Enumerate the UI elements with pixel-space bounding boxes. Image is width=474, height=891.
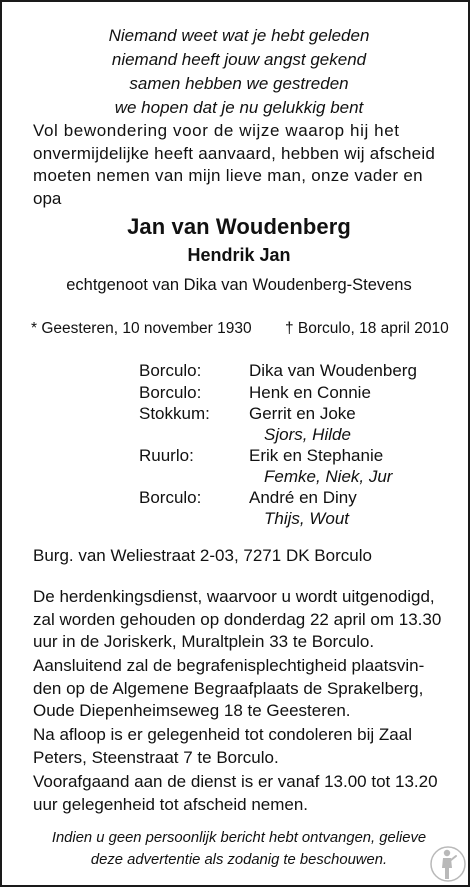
- intro-line: Vol bewondering voor de wijze waarop hij het: [33, 121, 400, 140]
- poem-line: samen hebben we gestreden: [129, 74, 349, 93]
- farewell-paragraph: [33, 771, 451, 816]
- family-place: Stokkum:: [139, 404, 210, 423]
- family-list: [2, 359, 474, 539]
- condolence-paragraph: [33, 724, 451, 769]
- footer-line: Indien u geen persoonlijk bericht hebt ontvangen, gelieve: [51, 830, 427, 846]
- intro-paragraph: [33, 120, 451, 210]
- address: Burg. van Weliestraat 2-03, 7271 DK Borculo: [33, 546, 372, 565]
- poem-line: Niemand weet wat je hebt geleden: [108, 26, 370, 45]
- condolence-line: Peters, Steenstraat 7 te Borculo.: [33, 747, 279, 767]
- family-name: Henk en Connie: [249, 383, 371, 402]
- burial-paragraph: [33, 655, 451, 723]
- memorial-figure-icon: [430, 846, 466, 882]
- service-line: uur in de Joriskerk, Muraltplein 33 te Borculo.: [33, 632, 375, 651]
- family-name: Erik en Stephanie: [249, 446, 384, 465]
- poem: [2, 24, 474, 120]
- burial-line: Aansluitend zal de begrafenisplechtigheid plaatsvin-: [33, 656, 425, 675]
- footer-line: deze advertentie als zodanig te beschouwen.: [90, 851, 388, 868]
- family-place: Borculo:: [139, 361, 202, 380]
- burial-line: Oude Diepenheimseweg 18 te Geesteren.: [33, 701, 351, 720]
- family-name: André en Diny: [249, 488, 357, 507]
- service-line: De herdenkingsdienst, waarvoor u wordt uitgenodigd,: [33, 587, 435, 606]
- poem-line: we hopen dat je nu gelukkig bent: [114, 98, 364, 117]
- intro-line: moeten nemen van mijn lieve man, onze vader en: [33, 166, 423, 185]
- service-line: zal worden gehouden op donderdag 22 april om 13.30: [33, 609, 442, 629]
- poem-line: niemand heeft jouw angst gekend: [111, 50, 367, 69]
- burial-line: den op de Algemene Begraafplaats de Sprakelberg,: [33, 678, 424, 698]
- death-date: † Borculo, 18 april 2010: [285, 320, 449, 337]
- deceased-given-name: Hendrik Jan: [187, 245, 291, 265]
- intro-line: onvermijdelijke heeft aanvaard, hebben wij afscheid: [33, 143, 436, 163]
- family-place: Borculo:: [139, 383, 202, 402]
- spouse-line: echtgenoot van Dika van Woudenberg-Stevens: [66, 276, 412, 294]
- family-place: Ruurlo:: [139, 446, 194, 465]
- birth-date: * Geesteren, 10 november 1930: [31, 320, 252, 337]
- deceased-name: Jan van Woudenberg: [127, 214, 351, 239]
- condolence-line: Na afloop is er gelegenheid tot condoleren bij Zaal: [33, 725, 412, 744]
- service-paragraph: [33, 586, 451, 654]
- family-children: Sjors, Hilde: [264, 425, 351, 444]
- farewell-line: uur gelegenheid tot afscheid nemen.: [33, 794, 309, 814]
- footer-note: [2, 828, 474, 871]
- farewell-line: Voorafgaand aan de dienst is er vanaf 13.00 tot 13.20: [33, 772, 438, 791]
- intro-line: opa: [33, 188, 62, 208]
- family-children: Femke, Niek, Jur: [264, 467, 393, 486]
- family-name: Gerrit en Joke: [249, 404, 356, 423]
- family-children: Thijs, Wout: [264, 509, 350, 528]
- family-name: Dika van Woudenberg: [249, 361, 417, 380]
- family-place: Borculo:: [139, 488, 202, 507]
